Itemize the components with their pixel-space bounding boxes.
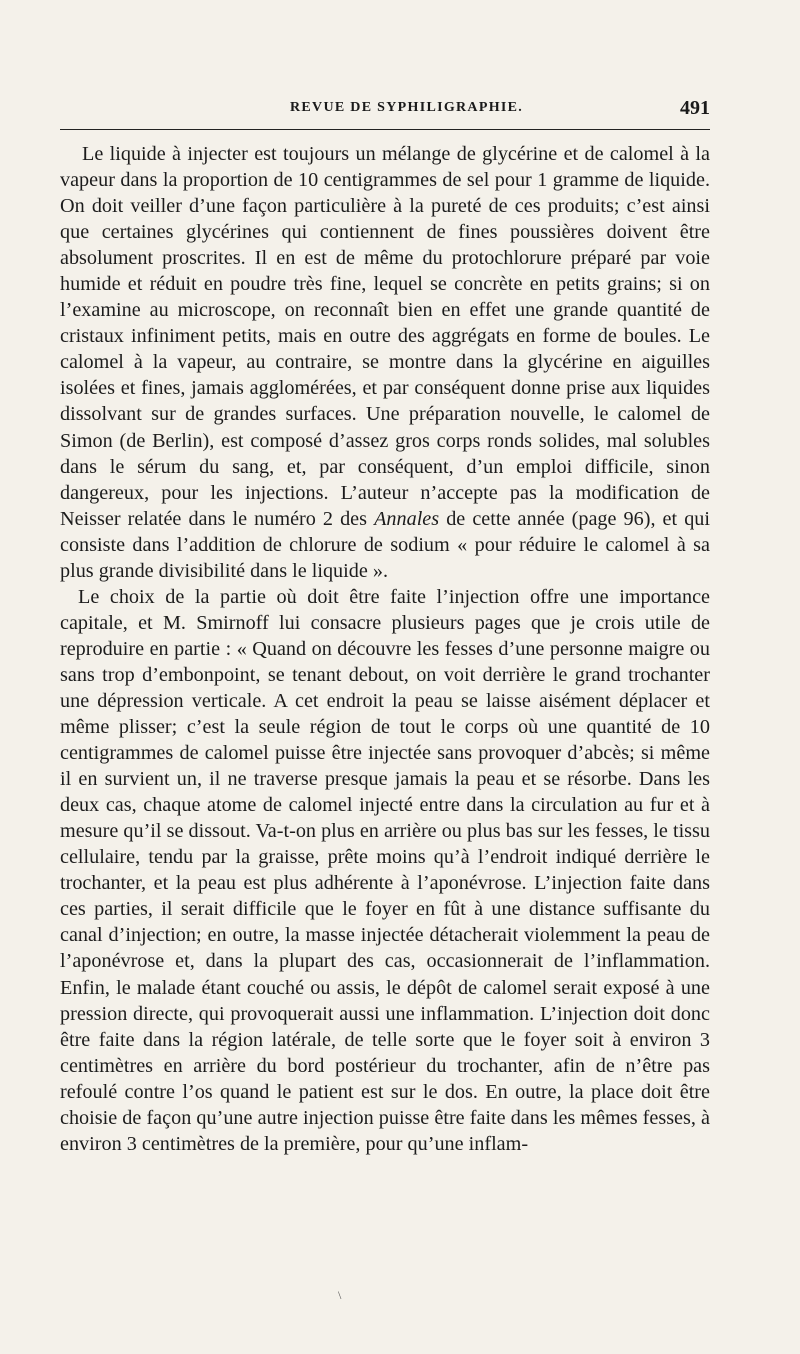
paragraph-calomel-preparation [60,141,710,584]
page-number: 491 [680,97,710,119]
running-title: REVUE DE SYPHILIGRAPHIE. [290,100,524,115]
stray-mark: \ [338,1288,342,1302]
paragraph-text: Le liquide à injecter est toujours un mélange de glycérine et de calomel à la vapeur dans la proportion de 10 centigrammes de sel pour 1 gramme de liquide. On doit veiller d’une façon particulière à la pureté de ces produits; c’est ainsi que certaines glycérines qui contiennent de fines poussières doivent être absolument proscrites. Il en est de même du protochlorure préparé par voie humide et réduit en poudre très fine, lequel se concrète en petits grains; si on l’examine au microscope, on reconnaît bien en effet une grande quantité de cristaux infiniment petits, mais en outre des aggrégats en forme de boules. Le calomel à la vapeur, au contraire, se montre dans la glycérine en aiguilles isolées et fines, jamais agglomérées, et par conséquent donne prise aux liquides dissolvant sur de grandes surfaces. Une préparation nouvelle, le calomel de Simon (de Berlin), est composé d’assez gros corps ronds solides, mal solubles dans le sérum du sang, et, par conséquent, d’un emploi difficile, sinon dangereux, pour les injections. L’auteur n’accepte pas la modification de Neisser relatée dans le numéro 2 des [60,143,710,530]
paragraph-injection-site: Le choix de la partie où doit être faite l’injection offre une importance capitale, et M. Smirnoff lui consacre plusieurs pages que je crois utile de reproduire en partie : « Quand on découvre les fesses d’une personne maigre ou sans trop d’embonpoint, se tenant debout, on voit derrière le grand trochanter une dépression verticale. A cet endroit la peau se laisse aisément déplacer et même plisser; c’est la seule région de tout le corps où une quantité de 10 centigrammes de calomel puisse être injectée sans provoquer d’abcès; si même il en survient un, il ne traverse presque jamais la peau et se résorbe. Dans les deux cas, chaque atome de calomel injecté entre dans la circulation au fur et à mesure qu’il se dissout. Va-t-on plus en arrière ou plus bas sur les fesses, le tissu cellulaire, tendu par la graisse, prête moins qu’à l’endroit indiqué derrière le trochanter, et la peau est plus adhérente à l’aponévrose. L’injection faite dans ces parties, il serait difficile que le foyer en fût à une distance suffisante du canal d’injection; en outre, la masse injectée détacherait violemment la peau de l’aponévrose et, dans la plupart des cas, occasionnerait de l’inflammation. Enfin, le malade étant couché ou assis, le dépôt de calomel serait exposé à une pression directe, qui provoquerait aussi une inflammation. L’injection doit donc être faite dans la région latérale, de telle sorte que le foyer soit à environ 3 centimètres en arrière du bord postérieur du trochanter, afin de n’être pas refoulé contre l’os quand le patient est sur le dos. En outre, la place doit être choisie de façon qu’une autre injection puisse être faite dans les mêmes fesses, à environ 3 centimètres de la première, pour qu’une inflam- [60,585,710,1155]
journal-title-italic: Annales [374,507,440,530]
paragraph-text: de cette année (page 96), et qui consiste dans l’addition de chlorure de sodium « pour réduire le calomel à sa plus grande divisibilité dans le liquide ». [60,507,710,582]
body-text [60,141,710,1157]
running-head [60,97,710,126]
header-rule [60,129,710,130]
